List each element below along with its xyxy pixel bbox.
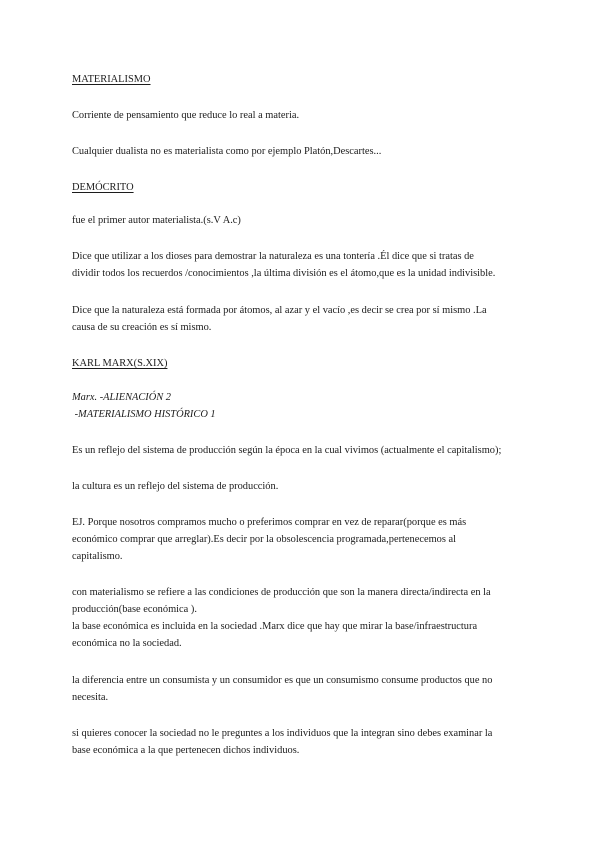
heading-materialismo: MATERIALISMO: [72, 74, 151, 85]
paragraph-line: si quieres conocer la sociedad no le preguntes a los individuos que la integran sino debes examinar la: [72, 728, 493, 739]
paragraph-line: necesita.: [72, 692, 109, 703]
heading-karl-marx: KARL MARX(S.XIX): [72, 358, 168, 369]
note-line: -MATERIALISMO HISTÓRICO 1: [72, 409, 216, 420]
paragraph-line: capitalismo.: [72, 551, 123, 562]
paragraph-line: económico comprar que arreglar).Es decir por la obsolescencia programada,pertenecemos al: [72, 534, 456, 545]
paragraph-line: causa de su creación es sí mismo.: [72, 322, 212, 333]
paragraph-dualista: Cualquier dualista no es materialista como por ejemplo Platón,Descartes...: [72, 146, 382, 157]
paragraph-line: con materialismo se refiere a las condiciones de producción que son la manera directa/indirecta en la: [72, 587, 491, 598]
paragraph-line: Dice que utilizar a los dioses para demostrar la naturaleza es una tontería .Él dice que si tratas de: [72, 251, 474, 262]
paragraph-ejemplo: [72, 514, 532, 565]
paragraph-cultura: la cultura es un reflejo del sistema de producción.: [72, 481, 279, 492]
paragraph-line: base económica a la que pertenecen dichos individuos.: [72, 745, 300, 756]
paragraph-line: producción(base económica ).: [72, 604, 197, 615]
marx-notes: [72, 389, 532, 423]
paragraph-definition: Corriente de pensamiento que reduce lo real a materia.: [72, 110, 300, 121]
paragraph-reflejo: Es un reflejo del sistema de producción según la época en la cual vivimos (actualmente el capitalismo);: [72, 445, 502, 456]
paragraph-line: EJ. Porque nosotros compramos mucho o preferimos comprar en vez de reparar(porque es más: [72, 517, 467, 528]
paragraph-sociedad: [72, 725, 532, 759]
paragraph-naturaleza: [72, 302, 532, 336]
paragraph-dioses: [72, 248, 532, 282]
paragraph-primer-autor: fue el primer autor materialista.(s.V A.c): [72, 215, 241, 226]
heading-democrito: DEMÓCRITO: [72, 182, 134, 193]
paragraph-line: la base económica es incluida en la sociedad .Marx dice que hay que mirar la base/infraestructura: [72, 621, 478, 632]
paragraph-line: económica no la sociedad.: [72, 638, 182, 649]
paragraph-line: la diferencia entre un consumista y un consumidor es que un consumismo consume productos que no: [72, 675, 493, 686]
paragraph-line: dividir todos los recuerdos /conocimientos ,la última división es el átomo,que es la unidad indivisible.: [72, 268, 496, 279]
paragraph-line: Dice que la naturaleza está formada por átomos, al azar y el vacío ,es decir se crea por sí mismo .La: [72, 305, 487, 316]
paragraph-consumista: [72, 672, 532, 706]
paragraph-condiciones: [72, 584, 532, 652]
note-line: Marx. -ALIENACIÓN 2: [72, 392, 171, 403]
